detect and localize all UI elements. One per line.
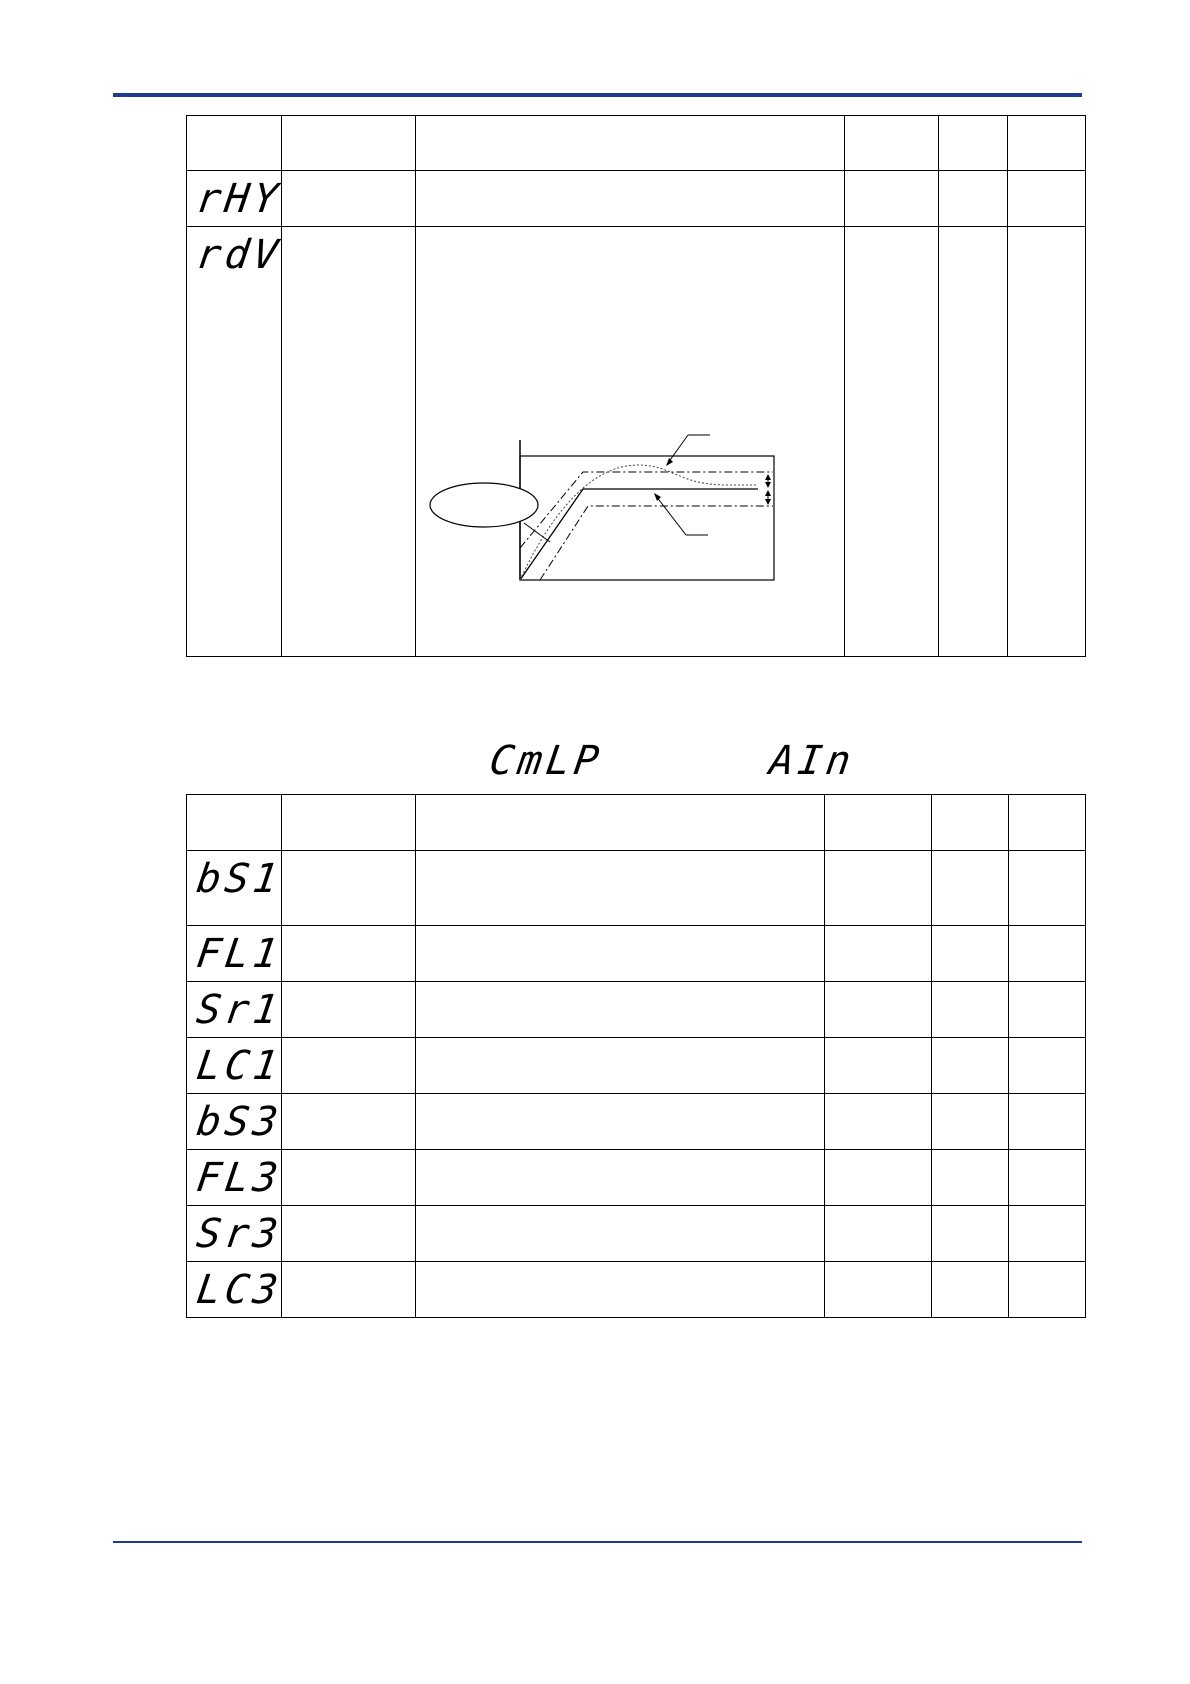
parameter-symbol: FL1 (193, 931, 285, 977)
table-row (187, 1038, 1086, 1094)
table-row (187, 1150, 1086, 1206)
parameter-symbol-cell (187, 1206, 285, 1262)
table-header-row (187, 116, 1086, 171)
table-cell (416, 1206, 825, 1262)
table-cell (1009, 1206, 1086, 1262)
footer-rule (113, 1541, 1082, 1543)
header-cell (282, 116, 416, 171)
table-cell (1009, 851, 1086, 926)
table-cell (932, 851, 1009, 926)
table-cell (845, 171, 939, 227)
parameter-symbol-cell (187, 851, 285, 926)
table-cell (932, 982, 1009, 1038)
parameter-symbol: LC3 (193, 1267, 285, 1313)
parameter-symbol-cell (187, 982, 285, 1038)
parameter-symbol-cell (187, 926, 285, 982)
table-cell (825, 1094, 932, 1150)
parameter-symbol: LC1 (193, 1043, 285, 1089)
table-cell (416, 851, 825, 926)
header-rule (113, 93, 1082, 97)
table-cell (416, 171, 845, 227)
table-row (187, 1206, 1086, 1262)
band-arrow-head (765, 499, 771, 505)
diagram-frame (520, 456, 774, 580)
table-cell (282, 1150, 416, 1206)
table-row (187, 851, 1086, 926)
table-cell (845, 227, 939, 657)
table-cell (282, 227, 416, 657)
table-row (187, 926, 1086, 982)
parameter-symbol-cell (187, 1094, 285, 1150)
table-cell (416, 982, 825, 1038)
header-cell (845, 116, 939, 171)
table-cell (282, 1262, 416, 1318)
header-cell (939, 116, 1008, 171)
table-cell (1009, 926, 1086, 982)
pv-leader (668, 435, 688, 463)
header-cell (825, 795, 932, 851)
parameter-symbol: Sr3 (193, 1211, 285, 1257)
pv-leader-arrow (666, 458, 673, 466)
table-cell (1009, 982, 1086, 1038)
table-cell (1009, 1150, 1086, 1206)
header-cell (187, 116, 282, 171)
pv-curve (520, 465, 758, 580)
table-cell (825, 851, 932, 926)
table-row (187, 171, 1086, 227)
parameter-symbol: rHY (193, 176, 285, 222)
band-arrow-head (765, 474, 771, 480)
header-cell (1008, 116, 1086, 171)
sp-leader (656, 496, 686, 535)
sp-leader-arrow (654, 493, 661, 501)
table-row (187, 982, 1086, 1038)
table-cell (825, 982, 932, 1038)
table-cell (282, 1038, 416, 1094)
table-cell (825, 1150, 932, 1206)
table-row (187, 1262, 1086, 1318)
table-cell (282, 851, 416, 926)
table-cell (1009, 1038, 1086, 1094)
parameter-symbol-cell (187, 171, 285, 227)
table-cell (939, 171, 1008, 227)
band-arrow-head (765, 482, 771, 488)
submenu-symbol (766, 738, 858, 784)
header-cell (187, 795, 282, 851)
table-cell (282, 171, 416, 227)
table-cell (932, 1206, 1009, 1262)
parameter-symbol: FL3 (193, 1155, 285, 1201)
table-cell (1008, 227, 1086, 657)
parameter-symbol: bS1 (193, 856, 285, 902)
header-cell (1009, 795, 1086, 851)
parameter-symbol: Sr1 (193, 987, 285, 1033)
table-cell (825, 1038, 932, 1094)
table-cell (932, 1094, 1009, 1150)
callout-ellipse (430, 483, 538, 527)
table-cell (282, 1094, 416, 1150)
table-cell (1008, 171, 1086, 227)
header-cell (282, 795, 416, 851)
band-arrow-head (765, 490, 771, 496)
parameter-symbol-cell (187, 1262, 285, 1318)
table-cell (932, 926, 1009, 982)
setpoint-line (520, 489, 758, 580)
parameter-symbol-cell (187, 1038, 285, 1094)
table-cell (825, 1206, 932, 1262)
submenu-symbol-text: AIn (766, 738, 858, 784)
table-cell (282, 982, 416, 1038)
table-cell (1009, 1094, 1086, 1150)
table-header-row (187, 795, 1086, 851)
parameter-symbol-cell (187, 1150, 285, 1206)
table-cell (416, 1038, 825, 1094)
table-cell (416, 926, 825, 982)
table-cell (939, 227, 1008, 657)
header-cell (416, 795, 825, 851)
table-cell (282, 926, 416, 982)
header-cell (416, 116, 845, 171)
menu-symbol (486, 738, 606, 784)
table-cell (416, 1262, 825, 1318)
parameter-table-2 (186, 794, 1086, 1318)
parameter-symbol-cell (187, 227, 285, 657)
table-cell (1009, 1262, 1086, 1318)
table-cell (932, 1038, 1009, 1094)
table-cell (825, 1262, 932, 1318)
table-row (187, 1094, 1086, 1150)
table-cell (825, 926, 932, 982)
lower-band-line (540, 506, 773, 580)
table-cell (416, 1150, 825, 1206)
table-cell (282, 1206, 416, 1262)
header-cell (932, 795, 1009, 851)
table-cell (416, 1094, 825, 1150)
parameter-symbol: rdV (193, 232, 285, 278)
table-cell (932, 1262, 1009, 1318)
menu-symbol-text: CmLP (486, 738, 606, 784)
deviation-diagram (428, 430, 848, 590)
upper-band-line (520, 472, 773, 548)
table-cell (932, 1150, 1009, 1206)
parameter-symbol: bS3 (193, 1099, 285, 1145)
